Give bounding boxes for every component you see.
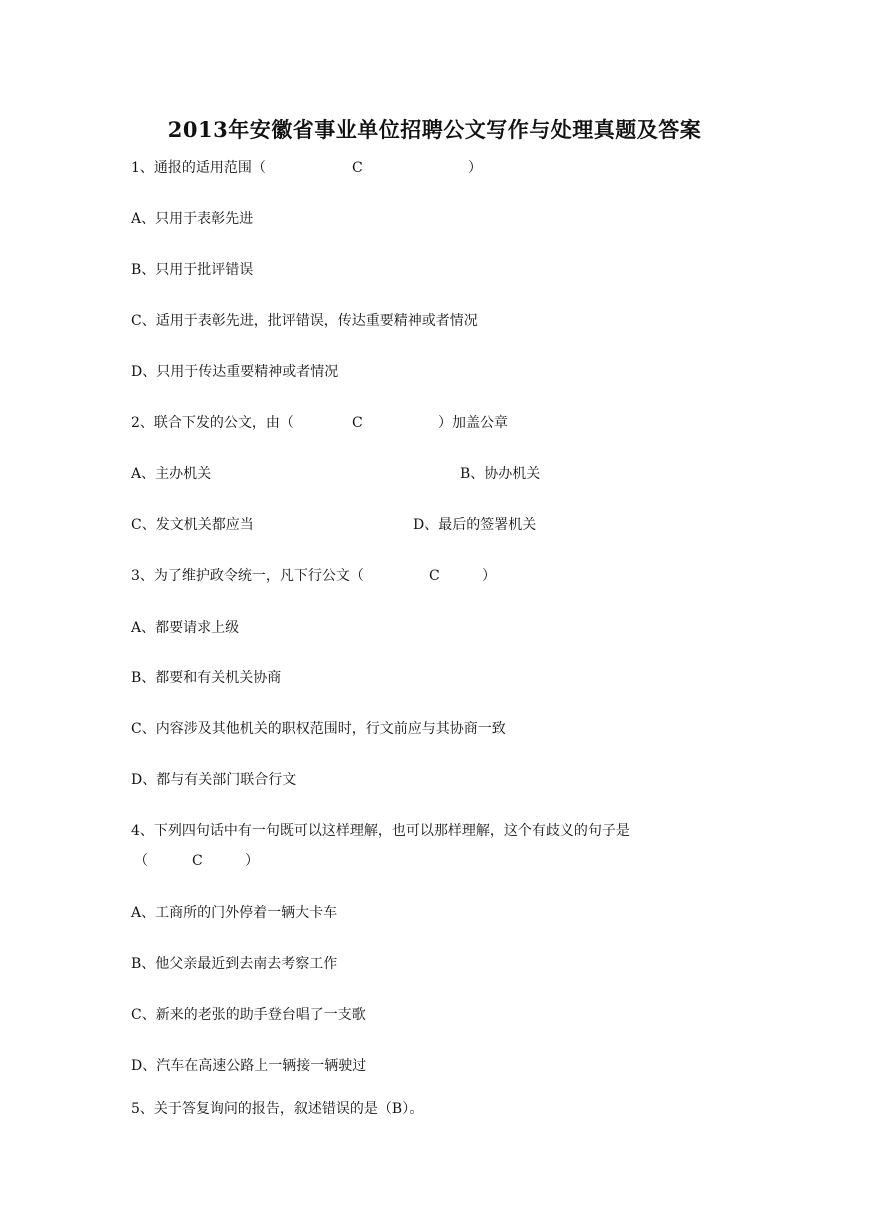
question-2-option-b: B、协办机关 (460, 466, 541, 482)
document-title: 2013年安徽省事业单位招聘公文写作与处理真题及答案 (167, 117, 702, 142)
question-1-option-b: B、只用于批评错误 (131, 262, 254, 278)
question-4-stem: 4、下列四句话中有一句既可以这样理解，也可以那样理解，这个有歧义的句子是 (131, 823, 630, 839)
question-1-answer: C (352, 160, 363, 176)
question-1-close: ） (468, 160, 482, 176)
question-2-option-c: C、发文机关都应当 (131, 517, 254, 533)
question-3-option-a: A、都要请求上级 (131, 620, 240, 636)
question-1-option-a: A、只用于表彰先进 (131, 211, 254, 227)
question-1-option-d: D、只用于传达重要精神或者情况 (131, 364, 339, 380)
question-3-option-c: C、内容涉及其他机关的职权范围时，行文前应与其协商一致 (131, 721, 506, 737)
question-4-option-d: D、汽车在高速公路上一辆接一辆驶过 (131, 1058, 367, 1074)
question-4-open: （ (134, 853, 148, 869)
question-2-answer: C (352, 415, 363, 431)
question-1-stem: 1、通报的适用范围（ (131, 160, 266, 176)
question-2-close: ）加盖公章 (438, 415, 508, 431)
question-2-option-a: A、主办机关 (131, 466, 212, 482)
question-3-option-b: B、都要和有关机关协商 (131, 670, 282, 686)
question-3-close: ） (482, 568, 496, 584)
question-2-stem: 2、联合下发的公文，由（ (131, 415, 294, 431)
question-4-close: ） (245, 853, 259, 869)
question-3-answer: C (429, 568, 440, 584)
question-2-option-d: D、最后的签署机关 (413, 517, 537, 533)
question-1-option-c: C、适用于表彰先进，批评错误，传达重要精神或者情况 (131, 313, 478, 329)
question-5-stem: 5、关于答复询问的报告，叙述错误的是（B）。 (131, 1101, 424, 1117)
question-4-option-b: B、他父亲最近到去南去考察工作 (131, 956, 338, 972)
question-4-option-a: A、工商所的门外停着一辆大卡车 (131, 905, 338, 921)
question-4-option-c: C、新来的老张的助手登台唱了一支歌 (131, 1007, 366, 1023)
question-4-answer: C (192, 853, 203, 869)
question-3-stem: 3、为了维护政令统一，凡下行公文（ (131, 568, 364, 584)
question-3-option-d: D、都与有关部门联合行文 (131, 772, 297, 788)
